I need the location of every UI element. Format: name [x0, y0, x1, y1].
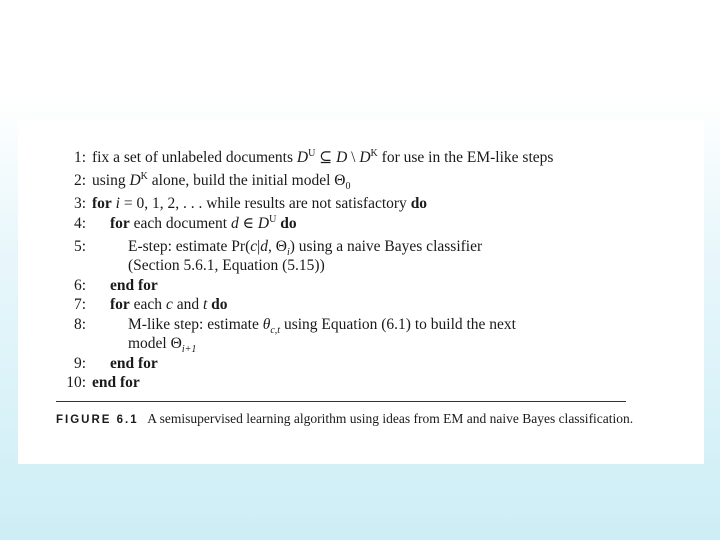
math-symbol: D: [129, 172, 141, 189]
text-segment: model Θ: [128, 335, 182, 352]
text-segment: and: [172, 296, 203, 313]
figure-label: FIGURE 6.1: [56, 414, 139, 426]
keyword: do: [280, 214, 297, 232]
text-segment: ) using a naive Bayes classifier: [289, 237, 483, 255]
text-segment: each: [129, 296, 166, 313]
line-number: 2:: [73, 172, 86, 189]
math-symbol: D: [336, 149, 348, 166]
keyword: end for: [110, 276, 158, 294]
line-text: [128, 315, 516, 335]
text-segment: using Equation (6.1) to build the next: [280, 315, 516, 333]
line-number: 4:: [73, 214, 86, 232]
text-segment: alone, build the initial model Θ: [147, 172, 346, 189]
math-symbol: c: [165, 296, 173, 313]
book-page-excerpt: [18, 120, 704, 464]
line-number: 5:: [73, 237, 86, 255]
keyword: for: [110, 296, 130, 313]
line-text: [110, 276, 158, 296]
line-text: [92, 171, 351, 191]
line-text: [110, 354, 158, 374]
math-symbol: U: [308, 147, 316, 159]
text-segment: M-like step: estimate: [128, 315, 263, 333]
text-segment: (Section 5.6.1, Equation (5.15)): [128, 257, 325, 274]
line-text: [128, 237, 482, 257]
text-segment: |: [257, 237, 261, 255]
line-text: [128, 334, 196, 354]
keyword: do: [211, 296, 228, 313]
text-segment: \: [347, 149, 360, 166]
caption-text: A semisupervised learning algorithm using ideas from EM and naive Bayes classification.: [147, 411, 634, 426]
text-segment: ⊆: [315, 149, 337, 166]
math-symbol: θ: [262, 315, 271, 333]
math-symbol: c: [250, 237, 258, 255]
math-symbol: K: [140, 170, 148, 182]
math-symbol: d: [260, 237, 268, 255]
text-segment: E-step: estimate Pr(: [128, 237, 251, 255]
math-symbol: U: [269, 213, 277, 225]
keyword: for: [92, 195, 112, 212]
caption-divider: [56, 401, 626, 402]
math-symbol: K: [370, 147, 378, 159]
math-symbol: 0: [345, 181, 351, 193]
math-symbol: i: [286, 246, 290, 258]
math-symbol: i: [115, 195, 120, 212]
line-number: 8:: [73, 315, 86, 333]
keyword: for: [110, 214, 130, 232]
math-symbol: D: [257, 214, 270, 232]
line-number: 3:: [73, 195, 86, 212]
line-text: [92, 194, 427, 214]
line-number: 6:: [73, 276, 86, 294]
math-symbol: D: [296, 149, 309, 166]
line-text: [92, 148, 553, 168]
line-number: 7:: [73, 296, 86, 313]
line-text: [128, 256, 325, 276]
figure-caption: [56, 410, 646, 429]
text-segment: ∈: [238, 214, 258, 232]
math-symbol: i+1: [181, 344, 197, 356]
keyword: end for: [92, 374, 140, 391]
math-symbol: D: [359, 149, 371, 166]
text-segment: for use in the EM-like steps: [377, 149, 554, 166]
line-text: [110, 295, 228, 315]
line-number: 9:: [73, 354, 86, 372]
text-segment: each document: [129, 214, 231, 232]
text-segment: , Θ: [268, 237, 287, 255]
math-symbol: c,t: [270, 324, 281, 336]
line-text: [110, 214, 297, 234]
line-number: 10:: [66, 374, 86, 391]
math-symbol: t: [202, 296, 208, 313]
line-number: 1:: [73, 149, 86, 166]
keyword: do: [410, 195, 428, 212]
text-segment: = 0, 1, 2, . . . while results are not satisfactory: [119, 195, 411, 212]
text-segment: fix a set of unlabeled documents: [92, 149, 297, 166]
keyword: end for: [110, 354, 158, 372]
text-segment: using: [92, 172, 130, 189]
line-text: [92, 373, 140, 393]
math-symbol: d: [230, 214, 239, 232]
